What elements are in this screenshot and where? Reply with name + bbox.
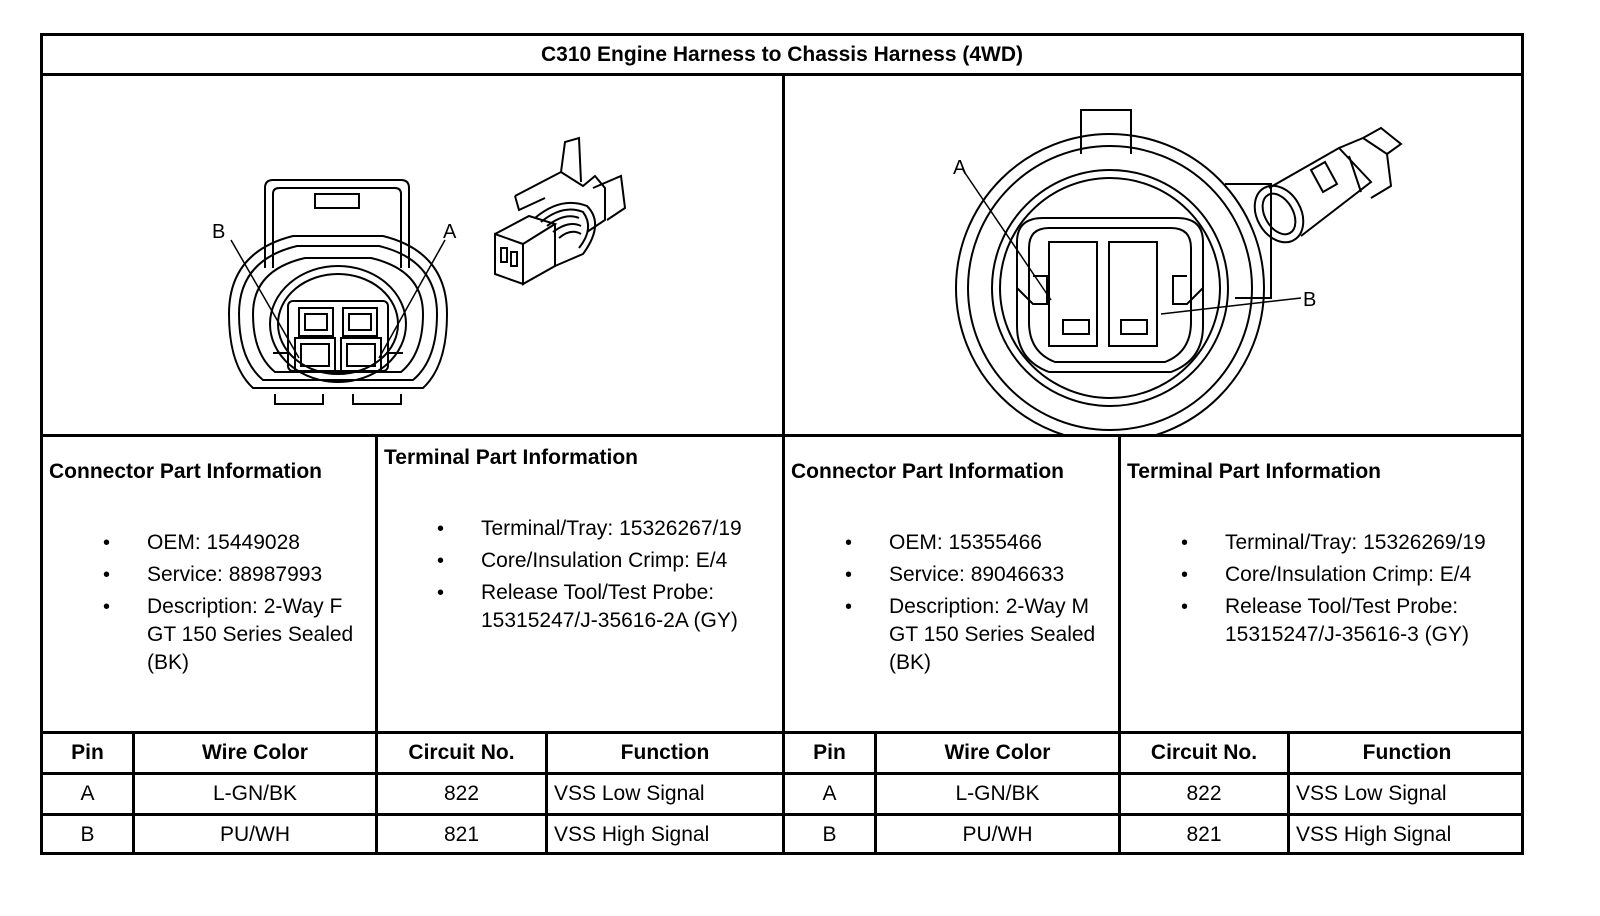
- left-row-b-circuit: 821: [443, 823, 480, 846]
- left-connector-service: • Service: 88987993: [147, 561, 372, 589]
- sheet-title: C310 Engine Harness to Chassis Harness (4WD): [43, 36, 1521, 76]
- right-pinout-table: [785, 734, 1524, 855]
- right-connector-service: • Service: 89046633: [889, 561, 1114, 589]
- left-row-a-wire: L-GN/BK: [212, 782, 298, 805]
- right-terminal-info-list: [1225, 529, 1520, 649]
- left-pinout-table: [43, 734, 782, 855]
- left-connector-description: • Description: 2-Way F GT 150 Series Sealed (BK): [147, 593, 372, 677]
- left-connector-info: [43, 437, 375, 734]
- right-header-circuit: Circuit No.: [1150, 741, 1258, 764]
- right-row-b-function: VSS High Signal: [1296, 823, 1452, 846]
- left-row-a-function: VSS Low Signal: [554, 782, 705, 805]
- right-pin-label-b: B: [1303, 289, 1317, 311]
- right-header-function: Function: [1362, 741, 1452, 764]
- right-connector-info-heading: Connector Part Information: [791, 460, 1065, 483]
- left-terminal-info-heading: Terminal Part Information: [384, 446, 638, 469]
- right-connector-info-list: [889, 529, 1114, 677]
- left-terminal-info-list: [481, 515, 777, 635]
- left-terminal-crimp: • Core/Insulation Crimp: E/4: [481, 547, 777, 575]
- right-row-a-pin: A: [822, 782, 837, 805]
- right-header-wire-color: Wire Color: [944, 741, 1051, 764]
- right-connector-description: • Description: 2-Way M GT 150 Series Sealed (BK): [889, 593, 1114, 677]
- right-terminal-release-tool: • Release Tool/Test Probe: 15315247/J-35616-3 (GY): [1225, 593, 1520, 649]
- left-terminal-tray: • Terminal/Tray: 15326267/19: [481, 515, 777, 543]
- right-row-b-wire: PU/WH: [962, 823, 1033, 846]
- left-row-a-pin: A: [80, 782, 95, 805]
- right-row-a-wire: L-GN/BK: [955, 782, 1040, 805]
- right-row-b-pin: B: [822, 823, 837, 846]
- right-connector-diagram: [785, 76, 1524, 434]
- left-header-circuit: Circuit No.: [408, 741, 515, 764]
- left-row-b-wire: PU/WH: [220, 823, 290, 846]
- left-connector-oem: • OEM: 15449028: [147, 529, 372, 557]
- left-terminal-info: [378, 437, 782, 734]
- left-header-pin: Pin: [71, 741, 104, 764]
- male-connector-drawing: [785, 76, 1524, 434]
- right-row-b-circuit: 821: [1186, 823, 1222, 846]
- left-header-function: Function: [620, 741, 710, 764]
- left-row-a-circuit: 822: [443, 782, 480, 805]
- right-connector-oem: • OEM: 15355466: [889, 529, 1114, 557]
- left-row-b-function: VSS High Signal: [554, 823, 710, 846]
- left-connector-info-list: [147, 529, 372, 677]
- left-connector-info-heading: Connector Part Information: [49, 460, 323, 483]
- right-terminal-info: [1121, 437, 1524, 734]
- right-row-a-circuit: 822: [1186, 782, 1222, 805]
- right-pin-label-a: A: [953, 157, 967, 179]
- left-row-b-pin: B: [80, 823, 95, 846]
- right-row-a-function: VSS Low Signal: [1296, 782, 1447, 805]
- right-terminal-info-heading: Terminal Part Information: [1127, 460, 1381, 483]
- left-terminal-release-tool: • Release Tool/Test Probe: 15315247/J-35616-2A (GY): [481, 579, 777, 635]
- right-connector-info: [785, 437, 1118, 734]
- left-connector-diagram: [43, 76, 782, 434]
- right-terminal-tray: • Terminal/Tray: 15326269/19: [1225, 529, 1520, 557]
- left-pin-label-a: A: [443, 221, 457, 243]
- right-header-pin: Pin: [813, 741, 846, 764]
- female-connector-drawing: [43, 76, 782, 434]
- left-header-wire-color: Wire Color: [202, 741, 308, 764]
- left-pin-label-b: B: [212, 221, 226, 243]
- right-terminal-crimp: • Core/Insulation Crimp: E/4: [1225, 561, 1520, 589]
- connector-sheet: [40, 33, 1524, 855]
